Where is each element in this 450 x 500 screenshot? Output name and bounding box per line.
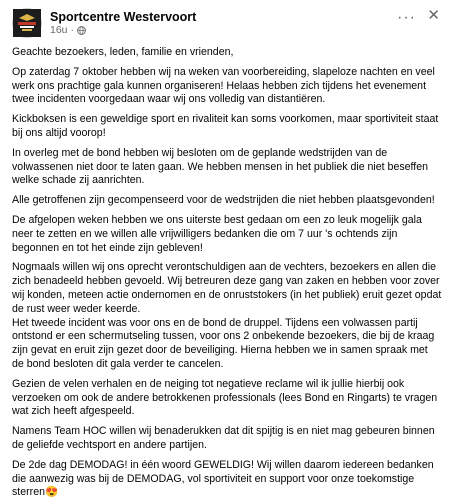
post-paragraph: Namens Team HOC willen wij benaderukken dat dit spijtig is en niet mag gebeuren binnen de geliefde vechtsport en andere partijen. — [12, 425, 435, 451]
post-paragraph: Alle getroffenen zijn gecompenseerd voor de wedstrijden die niet hebben plaatsgevonden! — [12, 194, 435, 207]
post-text — [12, 46, 442, 500]
post-paragraph: Gezien de velen verhalen en de neiging tot negatieve reclame wil ik jullie hierbij ook verzoeken om ook de andere betrokkenen professionals (lees Bond en Ringarts) te vragen wat zich heeft afgespeeld. — [12, 377, 438, 418]
post-paragraph: De afgelopen weken hebben we ons uiterste best gedaan om een zo leuk mogelijk gala neer te zetten en we willen alle vrijwilligers bedanken die om 7 uur 's ochtends zijn begonnen en tot het einde zijn gebleven! — [12, 213, 422, 254]
post-paragraph: Kickboksen is een geweldige sport en rivaliteit kan soms voorkomen, maar sportiviteit staat bij ons altijd voorop! — [12, 113, 439, 139]
sportcentre-logo-icon — [13, 9, 41, 37]
post-header — [12, 6, 442, 40]
post-paragraph: In overleg met de bond hebben wij besloten om de geplande wedstrijden van de volwassenen niet door te laten gaan. We hebben mensen in het publiek die niet beseffen welke schade zij aanrichten. — [12, 146, 429, 187]
post-paragraph: Nogmaals willen wij ons oprecht verontschuldigen aan de vechters, bezoekers en allen die zich benadeeld hebben gevoeld. Wij betreuren deze gang van zaken en hebben voor zover wij konden, meteen actie ondernomen en de onruststokers (in het publiek) eruit gezet opdat de rust weer weder keerde. — [12, 261, 442, 315]
post-time-link[interactable]: 16u — [50, 24, 68, 37]
post-subline — [50, 24, 196, 36]
sportcentre-logo-avatar[interactable] — [12, 8, 42, 38]
page-name-link[interactable]: Sportcentre Westervoort — [50, 9, 197, 24]
post-meta — [50, 10, 196, 36]
post-paragraph: Op zaterdag 7 oktober hebben wij na weken van voorbereiding, slapeloze nachten en veel werk ons prachtige gala kunnen organiseren! Helaas hebben zich tijdens het evenement twee incidenten voorgedaan waar wij ons volledig van distantiëren. — [12, 65, 435, 106]
post-paragraph: Geachte bezoekers, leden, familie en vrienden, — [12, 46, 234, 58]
separator-dot: · — [70, 24, 75, 37]
more-options-icon[interactable]: ··· — [397, 9, 416, 26]
globe-icon[interactable] — [77, 26, 86, 35]
post-paragraph: De 2de dag DEMODAG! in één woord GEWELDIG! Wij willen daarom iedereen bedanken die aanwezig was bij de DEMODAG, vol sportiviteit en support voor onze toekomstige sterren😍 — [12, 458, 434, 499]
post-paragraph: Het tweede incident was voor ons en de bond de druppel. Tijdens een volwassen partij ontstond er een schermutseling tussen, voor ons 2 onbekende bezoekers, die bij de kraag zijn gevat en eruit zijn gezet door de beveiliging. Hierna hebben we in samen spraak met de bond besloten dit gala verder te cancelen. — [12, 316, 435, 370]
close-icon[interactable]: ✕ — [427, 7, 440, 24]
